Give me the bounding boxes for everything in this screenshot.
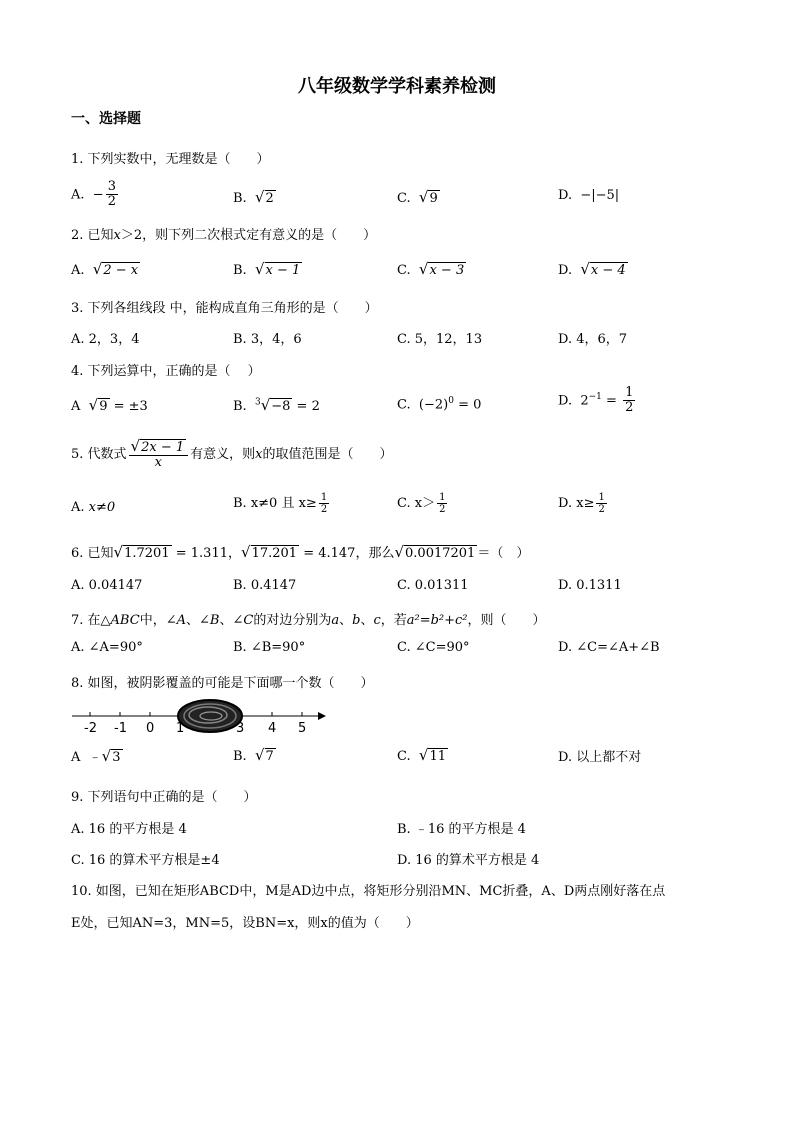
tick-label: 1	[176, 721, 185, 736]
q9-option-b: B. ﹣16 的平方根是 4	[397, 822, 526, 837]
question-5-stem: 5. 代数式 $\frac{√2x - 1}{x}$ 有意义，则x的取值范围是（ ）	[71, 437, 393, 471]
q9-option-c: C. 16 的算术平方根是±4	[71, 853, 220, 868]
q1-option-d: D. −|−5|	[558, 188, 620, 203]
question-6-stem: 6. 已知√1.7201 = 1.311，√17.201 = 4.147，那么√0.0017201 ＝（ ）	[71, 543, 530, 561]
q7-option-d: D. ∠C=∠A+∠B	[558, 640, 660, 655]
q4-option-c: C. $(-2)^0 = 0$	[397, 396, 482, 413]
question-10-line-2: E处，已知AN=3，MN=5，设BN=x，则x的值为（ ）	[71, 916, 419, 931]
question-2-stem: 2. 已知x＞2，则下列二次根式定有意义的是（ ）	[71, 228, 377, 243]
question-9-stem: 9. 下列语句中正确的是（ ）	[71, 790, 257, 805]
q5-option-c: C. x＞ $\frac{1}{2}$	[397, 492, 446, 515]
q6-option-a: A. 0.04147	[71, 578, 143, 593]
q3-option-d: D. 4，6，7	[558, 332, 628, 347]
tick-label: 0	[146, 721, 155, 736]
q3-option-b: B. 3，4，6	[233, 332, 302, 347]
tick-label: 5	[298, 721, 307, 736]
q1-option-a: A. − $\frac{3}{2}$	[71, 179, 116, 210]
q3-option-c: C. 5，12，13	[397, 332, 483, 347]
q1-option-b: B. √2	[233, 188, 274, 206]
tick-label: 3	[236, 721, 245, 736]
page-title: 八年级数学学科素养检测	[298, 76, 496, 97]
section-heading: 一、选择题	[71, 111, 141, 127]
q8-option-a: A ﹣√3	[71, 747, 121, 765]
q8-option-b: B. √7	[233, 746, 274, 764]
q9-option-d: D. 16 的算术平方根是 4	[397, 853, 540, 868]
q5-option-a: A. x≠0	[71, 500, 116, 515]
q9-option-a: A. 16 的平方根是 4	[71, 822, 187, 837]
number-line-arrow	[318, 712, 326, 720]
q7-option-a: A. ∠A=90°	[71, 640, 143, 655]
tick-label: -2	[84, 721, 97, 736]
q6-option-b: B. 0.4147	[233, 578, 297, 593]
q6-option-d: D. 0.1311	[558, 578, 622, 593]
q4-option-b: B. $^3$√−8 = 2	[233, 396, 320, 414]
q2-option-a: A. √2 − x	[71, 260, 139, 278]
question-3-stem: 3. 下列各组线段 中，能构成直角三角形的是（ ）	[71, 301, 378, 316]
q2-option-d: D. √x − 4	[558, 260, 626, 278]
question-7-stem: 7. 在△ABC中，∠A、∠B、∠C的对边分别为a、b、c，若a²=b²+c²，则（ ）	[71, 613, 546, 628]
q3-option-a: A. 2，3，4	[71, 332, 140, 347]
question-4-stem: 4. 下列运算中，正确的是（ ）	[71, 364, 261, 379]
q4-option-a: A √9 = ±3	[71, 396, 148, 414]
q5-option-b: B. x≠0 且 x≥ $\frac{1}{2}$	[233, 492, 328, 515]
q2-option-c: C. √x − 3	[397, 260, 465, 278]
question-1-stem: 1. 下列实数中，无理数是（ ）	[71, 152, 270, 167]
q2-option-b: B. √x − 1	[233, 260, 301, 278]
tick-label: 4	[268, 721, 277, 736]
q7-option-b: B. ∠B=90°	[233, 640, 306, 655]
tick-label: -1	[114, 721, 127, 736]
q4-option-d: D. $2^{-1}$ = $\frac{1}{2}$	[558, 385, 634, 416]
q7-option-c: C. ∠C=90°	[397, 640, 470, 655]
number-line-figure	[70, 698, 330, 740]
q1-option-c: C. √9	[397, 188, 438, 206]
q8-option-c: C. √11	[397, 746, 446, 764]
q5-option-d: D. x≥ $\frac{1}{2}$	[558, 492, 605, 515]
question-8-stem: 8. 如图，被阴影覆盖的可能是下面哪一个数（ ）	[71, 676, 374, 691]
q8-option-d: D. 以上都不对	[558, 750, 642, 765]
shaded-cover-blob	[178, 700, 242, 732]
q6-option-c: C. 0.01311	[397, 578, 469, 593]
question-10-line-1: 10. 如图，已知在矩形ABCD中，M是AD边中点，将矩形分别沿MN、MC折叠，A、D两点刚好落在点	[71, 884, 666, 899]
